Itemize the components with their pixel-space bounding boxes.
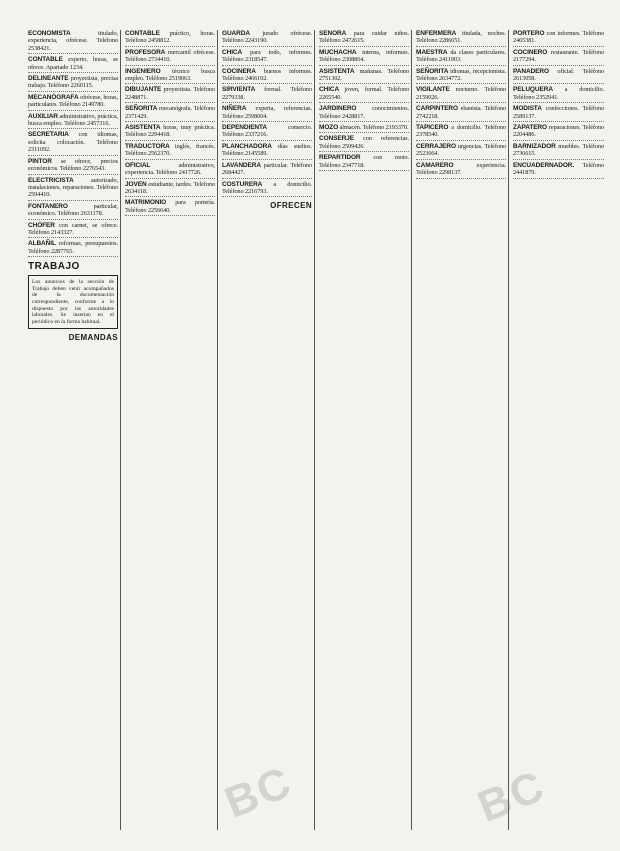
section-title: TRABAJO	[28, 261, 80, 273]
classified-ad: AUXILIAR administrativo, práctica, busca empleo. Teléfono 2457316.	[28, 113, 118, 130]
classified-ad: TAPICERO a domicilio. Teléfono 2378540.	[416, 124, 506, 141]
classified-ad: JARDINERO conocimientos. Teléfono 2428817.	[319, 105, 409, 122]
classified-ad: MODISTA confecciones. Teléfono 2589137.	[513, 105, 604, 122]
classified-ad: BARNIZADOR muebles. Teléfono 2736615.	[513, 143, 604, 160]
classified-ad: CERRAJERO urgencias. Teléfono 2523664.	[416, 143, 506, 160]
classified-ad: ELECTRICISTA autorizado, instalaciones, reparaciones. Teléfono 2594410.	[28, 177, 118, 201]
classified-ad: JOVEN estudiante, tardes. Teléfono 2634118.	[125, 181, 215, 198]
classified-ad: PELUQUERA a domicilio. Teléfono 2352941.	[513, 86, 604, 103]
classified-ad: PANADERO oficial. Teléfono 2613058.	[513, 68, 604, 85]
classified-ad: MATRIMONIO para portería. Teléfono 2256640.	[125, 199, 215, 216]
classified-ad: COSTURERA a domicilio. Teléfono 2216793.	[222, 181, 312, 198]
classified-ad: DEPENDIENTA comercio. Teléfono 2337216.	[222, 124, 312, 141]
classified-ad: DELINEANTE proyectista, precisa trabajo. Teléfono 2260115.	[28, 75, 118, 92]
classified-ad: FONTANERO particular, económico. Teléfono 2631178.	[28, 203, 118, 220]
classified-ad: ASISTENTA horas, muy práctica. Teléfono 2294418.	[125, 124, 215, 141]
classified-ad: OFICIAL administrativo, experiencia. Teléfono 2417726.	[125, 162, 215, 179]
column-ads	[513, 30, 604, 179]
classified-ad: PINTOR se ofrece, precios económicos. Teléfono 2276543.	[28, 158, 118, 175]
notice-box	[28, 275, 118, 329]
column-4	[319, 30, 412, 830]
classified-ad: COCINERO restaurante. Teléfono 2177294.	[513, 49, 604, 66]
column-1	[28, 30, 121, 830]
classified-ad: SEÑORITA idiomas, recepcionista. Teléfono 2634772.	[416, 68, 506, 85]
classified-ad: ECONOMISTA titulado, experiencia, ofrécese. Teléfono 2538421.	[28, 30, 118, 54]
classified-ad: SEÑORITA mecanógrafa. Teléfono 2371429.	[125, 105, 215, 122]
classified-ad: NIÑERA experta, referencias. Teléfono 2598004.	[222, 105, 312, 122]
notice-text: Los anuncios de la sección de Trabajo deben venir acompañados de la documentación correspondiente, conforme a lo dispuesto por las autoridades laborales. Se insertan en el periódico en la forma habitual.	[32, 279, 114, 325]
column-ads	[416, 30, 506, 179]
classified-ad: VIGILANTE nocturno. Teléfono 2159026.	[416, 86, 506, 103]
classified-ad: TRADUCTORA inglés, francés. Teléfono 2562370.	[125, 143, 215, 160]
column-ads	[125, 30, 215, 216]
classified-ad: SEÑORA para cuidar niños. Teléfono 2472615.	[319, 30, 409, 47]
classified-ad: MECANÓGRAFA ofrécese, horas, particulares. Teléfono 2149780.	[28, 94, 118, 111]
classified-ad: PLANCHADORA días sueltos. Teléfono 2145589.	[222, 143, 312, 160]
classified-ad: PROFESORA mercantil ofrécese. Teléfono 2734410.	[125, 49, 215, 66]
column-ads	[319, 30, 409, 171]
classified-ad: PORTERO con informes. Teléfono 2465381.	[513, 30, 604, 47]
classified-ad: LAVANDERA particular. Teléfono 2684427.	[222, 162, 312, 179]
classified-ad: COCINERA buenos informes. Teléfono 2466102.	[222, 68, 312, 85]
classified-ad: CHÓFER con carnet, se ofrece. Teléfono 2143327.	[28, 222, 118, 239]
classified-ad: MOZO almacén. Teléfono 2193370.	[319, 124, 409, 133]
classified-page	[28, 30, 606, 830]
classified-ad: GUARDA jurado ofrécese. Teléfono 2243190.	[222, 30, 312, 47]
column-2	[125, 30, 218, 830]
watermark-logo: BC	[218, 757, 300, 828]
column-ads	[28, 30, 118, 257]
classified-ad: CONTABLE experto, horas, se ofrece. Apartado 1234.	[28, 56, 118, 73]
classified-ad: MAESTRA da clases particulares. Teléfono 2411903.	[416, 49, 506, 66]
classified-ad: REPARTIDOR con moto. Teléfono 2347718.	[319, 154, 409, 171]
column-3	[222, 30, 315, 830]
classified-ad: CONTABLE práctico, horas. Teléfono 2458812.	[125, 30, 215, 47]
watermark-logo: BC	[471, 761, 553, 832]
classified-ad: ASISTENTA mañanas. Teléfono 2751302.	[319, 68, 409, 85]
classified-ad: ENCUADERNADOR. Teléfono 2441879.	[513, 162, 604, 179]
demand-heading: DEMANDAS	[68, 333, 118, 343]
offer-heading: OFRECEN	[270, 201, 312, 211]
classified-ad: ALBAÑIL reformas, presupuestos. Teléfono 2287765.	[28, 240, 118, 257]
classified-ad: CONSERJE con referencias. Teléfono 2509426.	[319, 135, 409, 152]
classified-ad: CAMARERO experiencia. Teléfono 2298137.	[416, 162, 506, 179]
column-6	[513, 30, 606, 830]
classified-ad: CHICA para todo, informes. Teléfono 2318547.	[222, 49, 312, 66]
classified-ad: ZAPATERO reparaciones. Teléfono 2204486.	[513, 124, 604, 141]
classified-ad: CARPINTERO ebanista. Teléfono 2742218.	[416, 105, 506, 122]
classified-ad: MUCHACHA interna, informes. Teléfono 2308864.	[319, 49, 409, 66]
column-5	[416, 30, 509, 830]
classified-ad: CHICA joven, formal. Teléfono 2265540.	[319, 86, 409, 103]
classified-ad: INGENIERO técnico busca empleo. Teléfono 2519063.	[125, 68, 215, 85]
column-ads	[222, 30, 312, 197]
classified-ad: ENFERMERA titulada, noches. Teléfono 2286651.	[416, 30, 506, 47]
classified-ad: SECRETARIA con idiomas, solicita colocación. Teléfono 2311092.	[28, 131, 118, 155]
classified-ad: DIBUJANTE proyectista. Teléfono 2248871.	[125, 86, 215, 103]
classified-ad: SIRVIENTA formal. Teléfono 2279338.	[222, 86, 312, 103]
